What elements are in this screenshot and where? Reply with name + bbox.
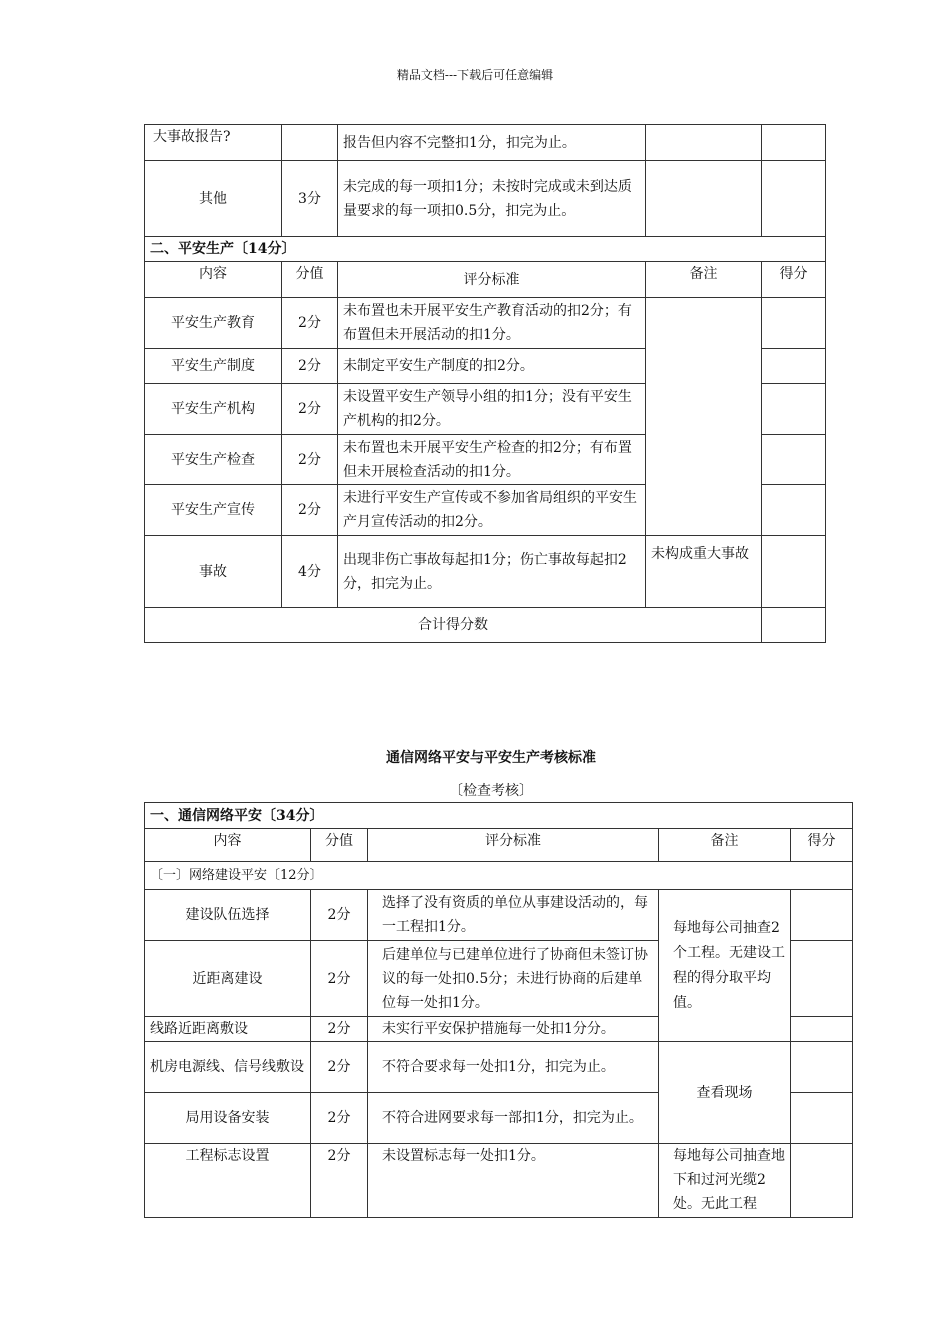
result-cell <box>762 485 826 536</box>
item-cell: 其他 <box>145 161 282 237</box>
subsection-title: 〔一〕网络建设平安〔12分〕 <box>145 862 853 890</box>
item-cell: 机房电源线、信号线敷设 <box>145 1042 311 1093</box>
header-criteria: 评分标准 <box>338 262 646 298</box>
header-result: 得分 <box>791 829 853 862</box>
section-title: 一、通信网络平安〔34分〕 <box>145 803 853 829</box>
criteria-cell: 不符合进网要求每一部扣1分，扣完为止。 <box>368 1093 659 1144</box>
note-cell <box>646 125 762 161</box>
score-cell: 2分 <box>282 485 338 536</box>
score-cell: 4分 <box>282 536 338 608</box>
result-cell <box>762 161 826 237</box>
result-cell <box>791 941 853 1017</box>
note-cell: 未构成重大事故 <box>646 536 762 608</box>
item-cell: 建设队伍选择 <box>145 890 311 941</box>
header-note: 备注 <box>646 262 762 298</box>
header-score: 分值 <box>282 262 338 298</box>
header-criteria: 评分标准 <box>368 829 659 862</box>
score-cell: 2分 <box>282 349 338 384</box>
result-cell <box>791 1144 853 1218</box>
note-cell: 每地每公司抽查地下和过河光缆2处。无此工程 <box>659 1144 791 1218</box>
total-score-cell <box>762 608 826 643</box>
note-cell <box>646 161 762 237</box>
result-cell <box>791 1093 853 1144</box>
result-cell <box>762 435 826 485</box>
criteria-cell: 不符合要求每一处扣1分，扣完为止。 <box>368 1042 659 1093</box>
score-cell: 2分 <box>311 1144 368 1218</box>
item-cell: 大事故报告? <box>145 125 282 161</box>
document-subtitle: 〔检查考核〕 <box>449 783 533 799</box>
header-result: 得分 <box>762 262 826 298</box>
item-cell: 平安生产机构 <box>145 384 282 435</box>
section-row <box>145 803 853 829</box>
criteria-cell: 后建单位与已建单位进行了协商但未签订协议的每一处扣0.5分；未进行协商的后建单位每一处扣1分。 <box>368 941 659 1017</box>
header-content: 内容 <box>145 829 311 862</box>
header-note: 备注 <box>659 829 791 862</box>
criteria-cell: 未实行平安保护措施每一处扣1分分。 <box>368 1017 659 1042</box>
score-cell: 2分 <box>311 941 368 1017</box>
note-cell: 查看现场 <box>659 1042 791 1144</box>
note-cell <box>646 298 762 536</box>
score-cell: 2分 <box>311 1017 368 1042</box>
criteria-cell: 未制定平安生产制度的扣2分。 <box>338 349 646 384</box>
score-cell: 3分 <box>282 161 338 237</box>
header-content: 内容 <box>145 262 282 298</box>
criteria-cell: 未进行平安生产宣传或不参加省局组织的平安生产月宣传活动的扣2分。 <box>338 485 646 536</box>
result-cell <box>762 536 826 608</box>
page-header: 精品文档---下载后可任意编辑 <box>396 68 554 82</box>
table-row <box>145 1042 853 1093</box>
item-cell: 平安生产教育 <box>145 298 282 349</box>
score-cell: 2分 <box>311 1093 368 1144</box>
header-row <box>145 829 853 862</box>
header-row <box>145 262 826 298</box>
result-cell <box>791 1042 853 1093</box>
result-cell <box>762 349 826 384</box>
criteria-cell: 未布置也未开展平安生产教育活动的扣2分；有布置但未开展活动的扣1分。 <box>338 298 646 349</box>
item-cell: 局用设备安装 <box>145 1093 311 1144</box>
score-cell: 2分 <box>311 1042 368 1093</box>
criteria-cell: 出现非伤亡事故每起扣1分；伤亡事故每起扣2分，扣完为止。 <box>338 536 646 608</box>
table-row <box>145 1144 853 1218</box>
result-cell <box>791 1017 853 1042</box>
criteria-cell: 报告但内容不完整扣1分，扣完为止。 <box>338 125 646 161</box>
section-title: 二、平安生产〔14分〕 <box>145 237 826 262</box>
item-cell: 近距离建设 <box>145 941 311 1017</box>
scoring-table-network <box>144 802 853 1218</box>
item-cell: 平安生产宣传 <box>145 485 282 536</box>
table-row <box>145 890 853 941</box>
header-score: 分值 <box>311 829 368 862</box>
score-cell: 2分 <box>311 890 368 941</box>
scoring-table-safety <box>144 124 826 643</box>
result-cell <box>762 298 826 349</box>
item-cell: 平安生产检查 <box>145 435 282 485</box>
table-row <box>145 536 826 608</box>
table-row <box>145 298 826 349</box>
criteria-cell: 未设置标志每一处扣1分。 <box>368 1144 659 1218</box>
criteria-cell: 选择了没有资质的单位从事建设活动的，每一工程扣1分。 <box>368 890 659 941</box>
subsection-row <box>145 862 853 890</box>
total-row <box>145 608 826 643</box>
total-label: 合计得分数 <box>145 608 762 643</box>
document-title: 通信网络平安与平安生产考核标准 <box>386 750 596 766</box>
criteria-cell: 未设置平安生产领导小组的扣1分；没有平安生产机构的扣2分。 <box>338 384 646 435</box>
item-cell: 线路近距离敷设 <box>145 1017 311 1042</box>
score-cell: 2分 <box>282 435 338 485</box>
table-row <box>145 125 826 161</box>
note-cell: 每地每公司抽查2个工程。无建设工程的得分取平均值。 <box>659 890 791 1042</box>
item-cell: 事故 <box>145 536 282 608</box>
section-row <box>145 237 826 262</box>
result-cell <box>762 384 826 435</box>
score-cell <box>282 125 338 161</box>
item-cell: 工程标志设置 <box>145 1144 311 1218</box>
score-cell: 2分 <box>282 384 338 435</box>
item-cell: 平安生产制度 <box>145 349 282 384</box>
result-cell <box>791 890 853 941</box>
score-cell: 2分 <box>282 298 338 349</box>
criteria-cell: 未完成的每一项扣1分；未按时完成或未到达质量要求的每一项扣0.5分，扣完为止。 <box>338 161 646 237</box>
result-cell <box>762 125 826 161</box>
table-row <box>145 161 826 237</box>
criteria-cell: 未布置也未开展平安生产检查的扣2分；有布置但未开展检查活动的扣1分。 <box>338 435 646 485</box>
